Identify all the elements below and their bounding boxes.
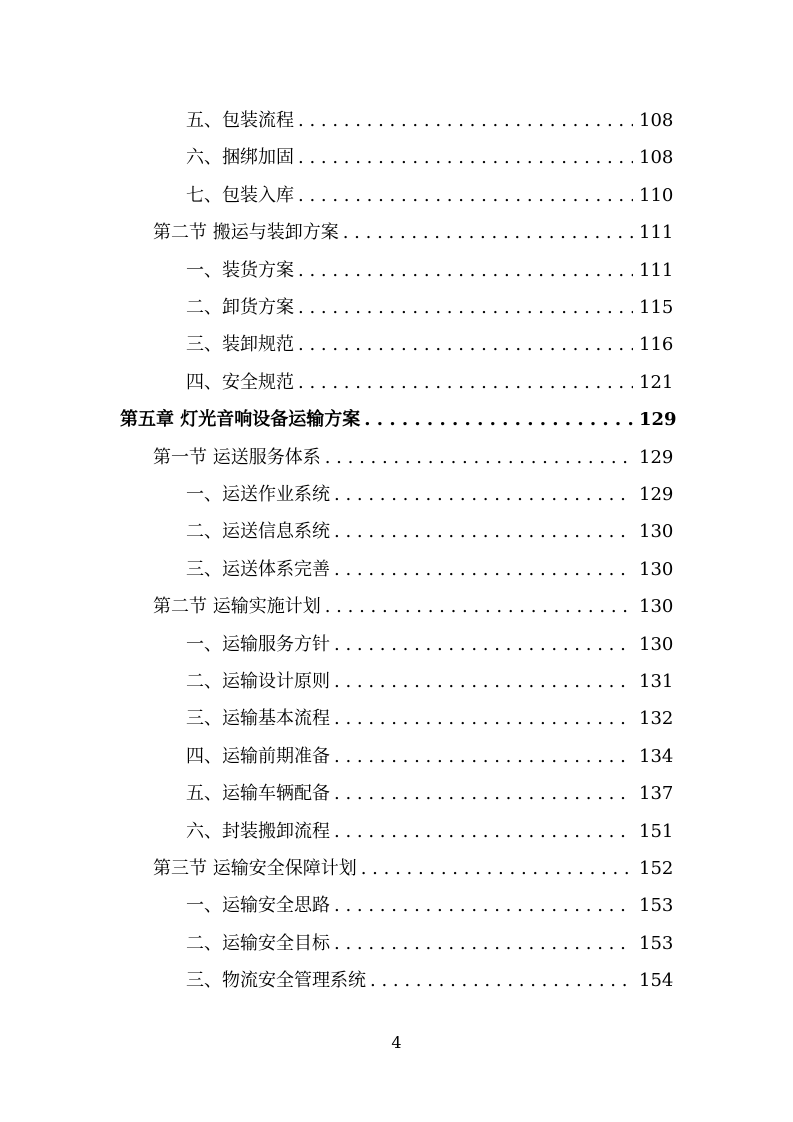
dot-leader <box>298 110 633 132</box>
dot-leader <box>325 596 633 618</box>
dot-leader <box>325 447 633 469</box>
dot-leader <box>298 372 633 394</box>
toc-entry-page-number: 130 <box>639 596 674 618</box>
toc-entry-title: 二、运输安全目标 <box>186 932 330 954</box>
toc-entry-page-number: 115 <box>639 297 674 318</box>
dot-leader <box>298 260 633 282</box>
toc-entry-page-number: 130 <box>639 521 674 543</box>
toc-entry-item[interactable] <box>0 702 793 730</box>
toc-entry-item[interactable] <box>0 927 793 955</box>
toc-entry-section[interactable] <box>0 590 793 618</box>
toc-entry-page-number: 129 <box>639 446 674 468</box>
toc-entry-section[interactable] <box>0 216 793 244</box>
toc-entry-title: 三、运送体系完善 <box>186 558 330 580</box>
toc-entry-title: 三、装卸规范 <box>186 334 294 356</box>
toc-entry-page-number: 131 <box>639 671 674 692</box>
toc-entry-title: 第一节 运送服务体系 <box>153 446 321 468</box>
dot-leader <box>298 334 633 356</box>
dot-leader <box>334 783 633 805</box>
dot-leader <box>334 671 633 693</box>
toc-entry-page-number: 153 <box>639 932 674 954</box>
toc-entry-title: 四、安全规范 <box>186 371 294 393</box>
toc-entry-page-number: 154 <box>639 970 674 992</box>
toc-entry-title: 第二节 搬运与装卸方案 <box>153 222 339 244</box>
dot-leader <box>334 895 633 917</box>
toc-entry-title: 三、物流安全管理系统 <box>186 970 366 992</box>
dot-leader <box>298 185 633 207</box>
toc-entry-page-number: 153 <box>639 895 674 917</box>
toc-entry-item[interactable] <box>0 328 793 356</box>
toc-entry-page-number: 110 <box>639 184 674 206</box>
toc-entry-title: 一、运输服务方针 <box>186 633 330 655</box>
dot-leader <box>334 521 633 543</box>
toc-entry-item[interactable] <box>0 665 793 693</box>
toc-entry-chapter[interactable] <box>0 403 793 431</box>
toc-entry-title: 一、装货方案 <box>186 259 294 281</box>
toc-entry-page-number: 111 <box>639 222 674 244</box>
toc-entry-item[interactable] <box>0 478 793 506</box>
toc-entry-item[interactable] <box>0 291 793 319</box>
dot-leader <box>343 222 633 244</box>
dot-leader <box>334 821 633 843</box>
toc-entry-item[interactable] <box>0 104 793 132</box>
toc-entry-page-number: 137 <box>639 783 674 805</box>
toc-entry-section[interactable] <box>0 852 793 880</box>
toc-entry-title: 二、卸货方案 <box>186 297 294 318</box>
toc-entry-item[interactable] <box>0 889 793 917</box>
dot-leader <box>298 297 633 319</box>
toc-entry-page-number: 132 <box>639 708 674 730</box>
toc-entry-page-number: 152 <box>639 858 674 879</box>
dot-leader <box>370 970 633 992</box>
toc-entry-page-number: 129 <box>639 484 674 505</box>
toc-entry-page-number: 151 <box>639 820 674 842</box>
toc-entry-item[interactable] <box>0 179 793 207</box>
toc-entry-item[interactable] <box>0 254 793 282</box>
toc-entry-title: 第五章 灯光音响设备运输方案 <box>120 409 361 431</box>
toc-entry-page-number: 108 <box>639 147 674 169</box>
toc-entry-page-number: 108 <box>639 110 674 131</box>
toc-entry-title: 五、运输车辆配备 <box>186 783 330 805</box>
toc-entry-page-number: 129 <box>639 409 677 431</box>
toc-entry-page-number: 130 <box>639 633 674 655</box>
dot-leader <box>334 708 633 730</box>
dot-leader <box>334 484 633 506</box>
toc-entry-title: 第二节 运输实施计划 <box>153 596 321 618</box>
toc-entry-title: 二、运输设计原则 <box>186 671 330 692</box>
page-number: 4 <box>391 1033 402 1052</box>
toc-entry-title: 三、运输基本流程 <box>186 708 330 730</box>
toc-entry-title: 六、捆绑加固 <box>186 147 294 169</box>
dot-leader <box>361 858 633 880</box>
dot-leader <box>334 634 633 656</box>
toc-entry-page-number: 111 <box>639 259 674 281</box>
toc-entry-title: 六、封装搬卸流程 <box>186 820 330 842</box>
dot-leader <box>364 409 633 431</box>
toc-entry-title: 一、运送作业系统 <box>186 484 330 505</box>
toc-entry-title: 五、包装流程 <box>186 110 294 131</box>
toc-entry-item[interactable] <box>0 777 793 805</box>
toc-entry-item[interactable] <box>0 964 793 992</box>
dot-leader <box>334 746 633 768</box>
toc-entry-item[interactable] <box>0 815 793 843</box>
toc-entry-page-number: 121 <box>639 371 674 393</box>
toc-entry-item[interactable] <box>0 553 793 581</box>
toc-entry-page-number: 134 <box>639 745 674 767</box>
toc-entry-title: 四、运输前期准备 <box>186 745 330 767</box>
toc-entry-title: 第三节 运输安全保障计划 <box>153 858 357 879</box>
toc-entry-item[interactable] <box>0 366 793 394</box>
toc-entry-title: 一、运输安全思路 <box>186 895 330 917</box>
toc-entry-title: 七、包装入库 <box>186 184 294 206</box>
toc-entry-section[interactable] <box>0 441 793 469</box>
toc-entry-title: 二、运送信息系统 <box>186 521 330 543</box>
dot-leader <box>334 933 633 955</box>
dot-leader <box>334 559 633 581</box>
toc-entry-page-number: 116 <box>639 334 674 356</box>
dot-leader <box>298 147 633 169</box>
toc-entry-item[interactable] <box>0 515 793 543</box>
toc-entry-item[interactable] <box>0 628 793 656</box>
toc-entry-page-number: 130 <box>639 558 674 580</box>
toc-entry-item[interactable] <box>0 141 793 169</box>
toc-entry-item[interactable] <box>0 740 793 768</box>
